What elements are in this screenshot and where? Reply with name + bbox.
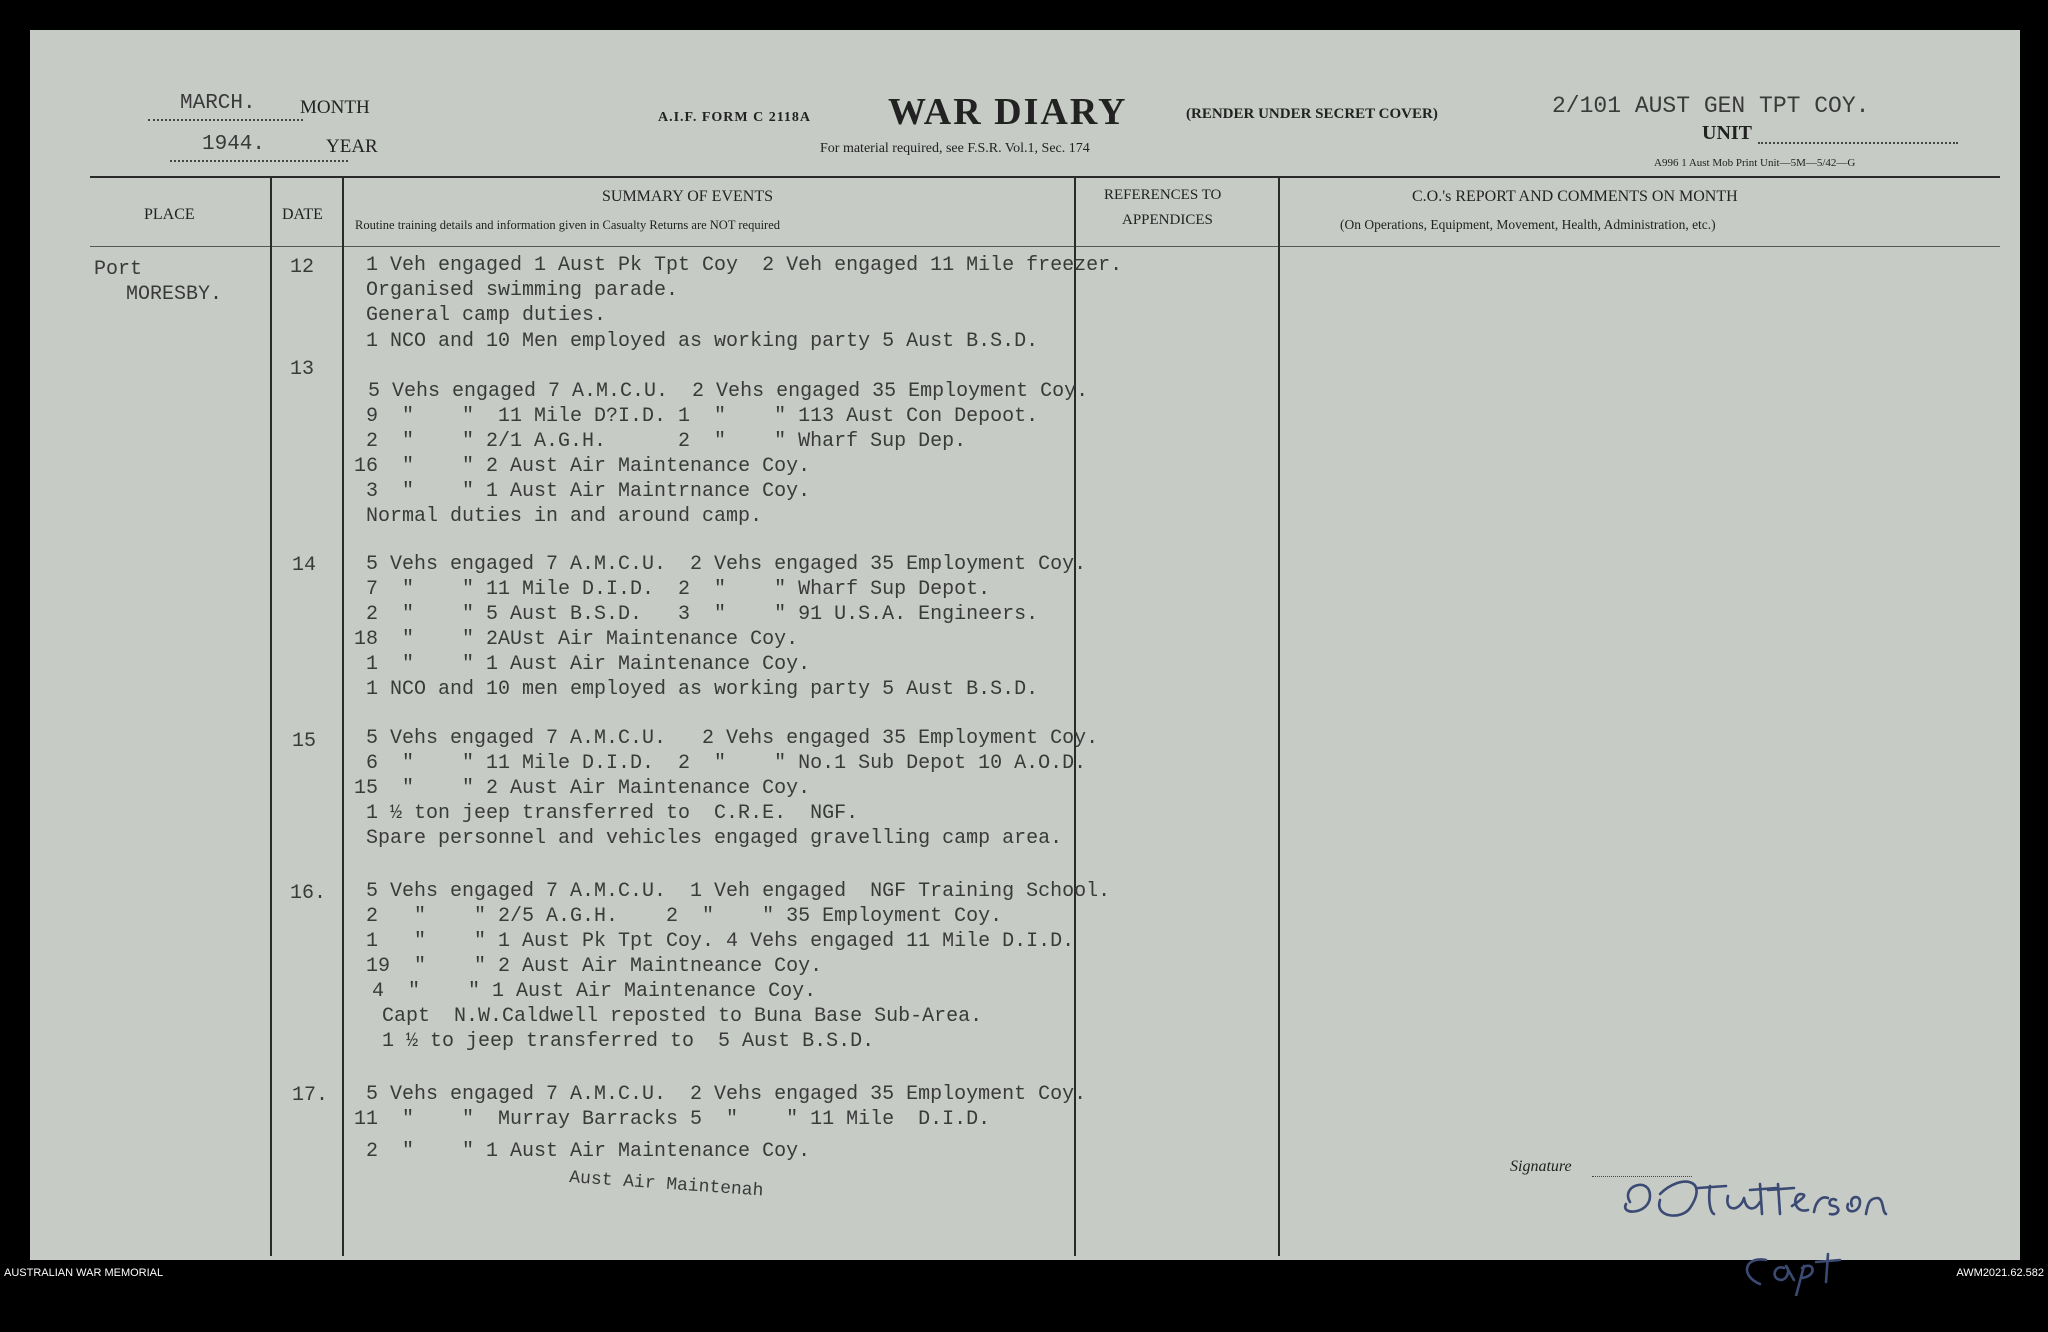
entry-15-line-2: 6 " " 11 Mile D.I.D. 2 " " No.1 Sub Depot 10 A.O.D. xyxy=(366,752,1087,775)
entry-12-line-3: General camp duties. xyxy=(366,304,607,327)
entry-12-line-2: Organised swimming parade. xyxy=(366,279,679,302)
handwritten-signature xyxy=(1590,1120,1950,1332)
col-header-references: REFERENCES TO xyxy=(1104,187,1222,203)
entry-14-line-6: 1 NCO and 10 men employed as working party 5 Aust B.S.D. xyxy=(366,678,1039,701)
entry-17-line-4: Aust Air Maintenah xyxy=(568,1168,764,1202)
diary-sheet xyxy=(30,30,2020,1260)
signature-name xyxy=(1616,1142,1621,1143)
entry-13-line-1: 5 Vehs engaged 7 A.M.C.U. 2 Vehs engaged 35 Employment Coy. xyxy=(356,380,1089,403)
document-title: WAR DIARY xyxy=(888,91,1128,133)
year-dots xyxy=(170,160,348,162)
material-note: For material required, see F.S.R. Vol.1, Sec. 174 xyxy=(820,141,1090,156)
archive-reference: AWM2021.62.582 xyxy=(1956,1267,2044,1279)
entry-16-line-5: 4 " " 1 Aust Air Maintenance Coy. xyxy=(372,980,817,1003)
month-label: MONTH xyxy=(300,97,370,118)
entry-15-line-1: 5 Vehs engaged 7 A.M.C.U. 2 Vehs engaged 35 Employment Coy. xyxy=(366,727,1099,750)
year-value: 1944. xyxy=(202,133,266,156)
signature-rank xyxy=(1810,1210,1812,1211)
entry-16-line-6: Capt N.W.Caldwell reposted to Buna Base Sub-Area. xyxy=(382,1005,983,1028)
place-line-2: MORESBY. xyxy=(126,283,223,306)
archive-credit: AUSTRALIAN WAR MEMORIAL xyxy=(4,1267,164,1279)
entry-17-line-1: 5 Vehs engaged 7 A.M.C.U. 2 Vehs engaged 35 Employment Coy. xyxy=(366,1083,1087,1106)
entry-16-line-3: 1 " " 1 Aust Pk Tpt Coy. 4 Vehs engaged 11 Mile D.I.D. xyxy=(366,930,1075,953)
entry-13-line-6: Normal duties in and around camp. xyxy=(366,505,763,528)
entry-13-line-5: 3 " " 1 Aust Air Maintrnance Coy. xyxy=(366,480,811,503)
entry-13-line-2: 9 " " 11 Mile D?I.D. 1 " " 113 Aust Con Depoot. xyxy=(366,405,1039,428)
date-16: 16. xyxy=(290,882,327,905)
entry-16-line-1: 5 Vehs engaged 7 A.M.C.U. 1 Veh engaged NGF Training School. xyxy=(366,880,1111,903)
entry-14-line-1: 5 Vehs engaged 7 A.M.C.U. 2 Vehs engaged 35 Employment Coy. xyxy=(366,553,1087,576)
form-number: A.I.F. FORM C 2118A xyxy=(658,110,812,125)
col-header-date: DATE xyxy=(282,206,323,223)
entry-16-line-4: 19 " " 2 Aust Air Maintneance Coy. xyxy=(366,955,823,978)
entry-17-line-2: 11 " " Murray Barracks 5 " " 11 Mile D.I.D. xyxy=(354,1108,991,1131)
entry-13-line-3: 2 " " 2/1 A.G.H. 2 " " Wharf Sup Dep. xyxy=(366,430,967,453)
unit-label: UNIT xyxy=(1702,122,1753,144)
col-header-appendices: APPENDICES xyxy=(1122,212,1213,228)
col-divider-report xyxy=(1278,176,1280,1256)
entry-14-line-3: 2 " " 5 Aust B.S.D. 3 " " 91 U.S.A. Engineers. xyxy=(366,603,1039,626)
date-14: 14 xyxy=(292,554,317,577)
unit-value: 2/101 AUST GEN TPT COY. xyxy=(1552,93,1870,119)
col-divider-summary xyxy=(342,176,344,1256)
print-reference: A996 1 Aust Mob Print Unit—5M—5/42—G xyxy=(1654,157,1856,169)
secret-cover-note: (RENDER UNDER SECRET COVER) xyxy=(1186,106,1438,122)
date-12: 12 xyxy=(290,256,315,279)
col-divider-date xyxy=(270,176,272,1256)
signature-label: Signature xyxy=(1510,1158,1572,1175)
entry-15-line-5: Spare personnel and vehicles engaged gravelling camp area. xyxy=(366,827,1063,850)
col-header-summary: SUMMARY OF EVENTS xyxy=(602,188,773,205)
entry-17-line-3: 2 " " 1 Aust Air Maintenance Coy. xyxy=(366,1140,811,1163)
month-dots xyxy=(148,119,303,121)
entry-12-line-1: 1 Veh engaged 1 Aust Pk Tpt Coy 2 Veh engaged 11 Mile freezer. xyxy=(366,254,1123,277)
entry-13-line-4: 16 " " 2 Aust Air Maintenance Coy. xyxy=(354,455,811,478)
date-13: 13 xyxy=(290,358,315,381)
col-subheader-report: (On Operations, Equipment, Movement, Health, Administration, etc.) xyxy=(1340,217,1716,232)
col-subheader-summary: Routine training details and information given in Casualty Returns are NOT required xyxy=(355,218,781,232)
entry-15-line-4: 1 ½ ton jeep transferred to C.R.E. NGF. xyxy=(366,802,859,825)
entry-14-line-5: 1 " " 1 Aust Air Maintenance Coy. xyxy=(366,653,811,676)
entry-16-line-2: 2 " " 2/5 A.G.H. 2 " " 35 Employment Coy. xyxy=(366,905,1003,928)
col-header-place: PLACE xyxy=(144,206,195,223)
date-15: 15 xyxy=(292,730,317,753)
table-top-rule xyxy=(90,176,2000,178)
place-line-1: Port xyxy=(94,258,143,281)
entry-16-line-7: 1 ½ to jeep transferred to 5 Aust B.S.D. xyxy=(382,1030,875,1053)
entry-14-line-2: 7 " " 11 Mile D.I.D. 2 " " Wharf Sup Depot. xyxy=(366,578,991,601)
entry-15-line-3: 15 " " 2 Aust Air Maintenance Coy. xyxy=(354,777,811,800)
unit-dots xyxy=(1758,142,1958,144)
entry-12-line-4: 1 NCO and 10 Men employed as working party 5 Aust B.S.D. xyxy=(366,330,1039,353)
col-header-report: C.O.'s REPORT AND COMMENTS ON MONTH xyxy=(1412,188,1738,205)
month-value: MARCH. xyxy=(180,92,256,115)
header-rule xyxy=(90,246,2000,247)
entry-14-line-4: 18 " " 2AUst Air Maintenance Coy. xyxy=(354,628,799,651)
date-17: 17. xyxy=(292,1084,329,1107)
year-label: YEAR xyxy=(326,136,378,157)
